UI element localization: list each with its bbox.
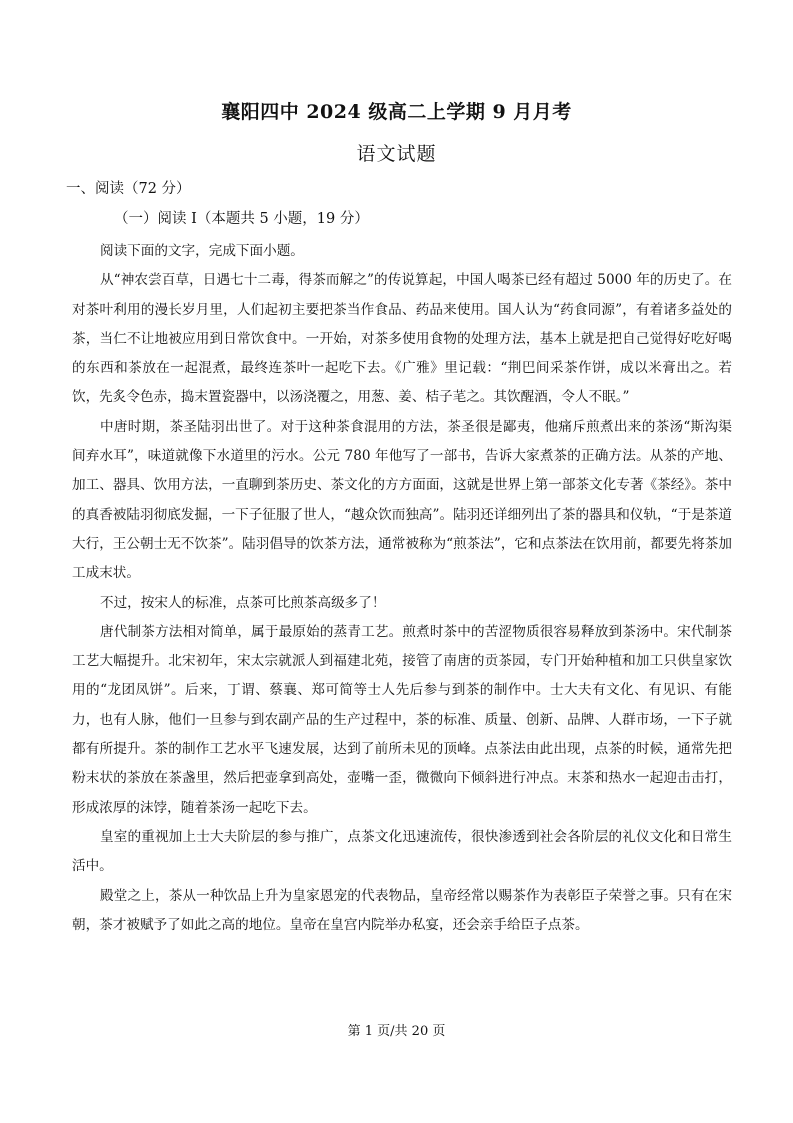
page-number: 第 1 页/共 20 页: [347, 1024, 446, 1039]
passage-paragraph: 中唐时期，茶圣陆羽出世了。对于这种茶食混用的方法，茶圣很是鄙夷，他痛斥煎煮出来的茶汤“斯沟渠间弃水耳”，味道就像下水道里的污水。公元 780 年他写了一部书，告诉大家煮茶的正确方法。从茶的产地、加工、器具、饮用方法，一直聊到茶历史、茶文化的方方面面，这就是世界上第一部茶文化专著《茶经》。茶中的真香被陆羽彻底发掘，一下子征服了世人，“越众饮而独高”。陆羽还详细列出了茶的器具和仪轨，“于是茶道大行，王公朝士无不饮茶”。陆羽倡导的饮茶方法，通常被称为“煎茶法”，它和点茶法在饮用前，都要先将茶加工成末状。: [72, 418, 732, 582]
passage-paragraph: 从“神农尝百草，日遇七十二毒，得茶而解之”的传说算起，中国人喝茶已经有超过 5000 年的历史了。在对茶叶利用的漫长岁月里，人们起初主要把茶当作食品、药品来使用。国人认为“药食同源”，有着诸多益处的茶，当仁不让地被应用到日常饮食中。一开始，对茶多使用食物的处理方法，基本上就是把自己觉得好吃好喝的东西和茶放在一起混煮，最终连茶叶一起吃下去。《广雅》里记载：“荆巴间采茶作饼，成以米膏出之。若饮，先炙令色赤，捣末置瓷器中，以汤浇覆之，用葱、姜、桔子芼之。其饮醒酒，令人不眠。”: [72, 272, 732, 406]
subsection-heading: （一）阅读 I（本题共 5 小题，19 分）: [114, 211, 369, 227]
passage-paragraph: 皇室的重视加上士大夫阶层的参与推广，点茶文化迅速流传，很快渗透到社会各阶层的礼仪文化和日常生活中。: [72, 828, 732, 875]
passage-paragraph: 唐代制茶方法相对简单，属于最原始的蒸青工艺。煎煮时茶中的苦涩物质很容易释放到茶汤中。宋代制茶工艺大幅提升。北宋初年，宋太宗就派人到福建北苑，接管了南唐的贡茶园，专门开始种植和加工只供皇家饮用的“龙团凤饼”。后来，丁谓、蔡襄、郑可简等士人先后参与到茶的制作中。士大夫有文化、有见识、有能力，也有人脉，他们一旦参与到农副产品的生产过程中，茶的标准、质量、创新、品牌、人群市场，一下子就都有所提升。茶的制作工艺水平飞速发展，达到了前所未见的顶峰。点茶法由此出现，点茶的时候，通常先把粉末状的茶放在茶盏里，然后把壶拿到高处，壶嘴一歪，微微向下倾斜进行冲点。末茶和热水一起迎击击打，形成浓厚的沫饽，随着茶汤一起吃下去。: [72, 623, 732, 816]
passage-paragraph: 殿堂之上，茶从一种饮品上升为皇家恩宠的代表物品，皇帝经常以赐茶作为表彰臣子荣誉之事。只有在宋朝，茶才被赋予了如此之高的地位。皇帝在皇宫内院举办私宴，还会亲手给臣子点茶。: [72, 887, 732, 933]
exam-title: 襄阳四中 2024 级高二上学期 9 月月考: [221, 101, 572, 123]
passage-paragraph: 不过，按宋人的标准，点茶可比煎茶高级多了！: [100, 594, 386, 611]
section-heading: 一、阅读（72 分）: [66, 181, 191, 197]
exam-subtitle: 语文试题: [356, 143, 437, 165]
instruction-paragraph: 阅读下面的文字，完成下面小题。: [100, 243, 304, 259]
reading-passage: [72, 237, 732, 940]
